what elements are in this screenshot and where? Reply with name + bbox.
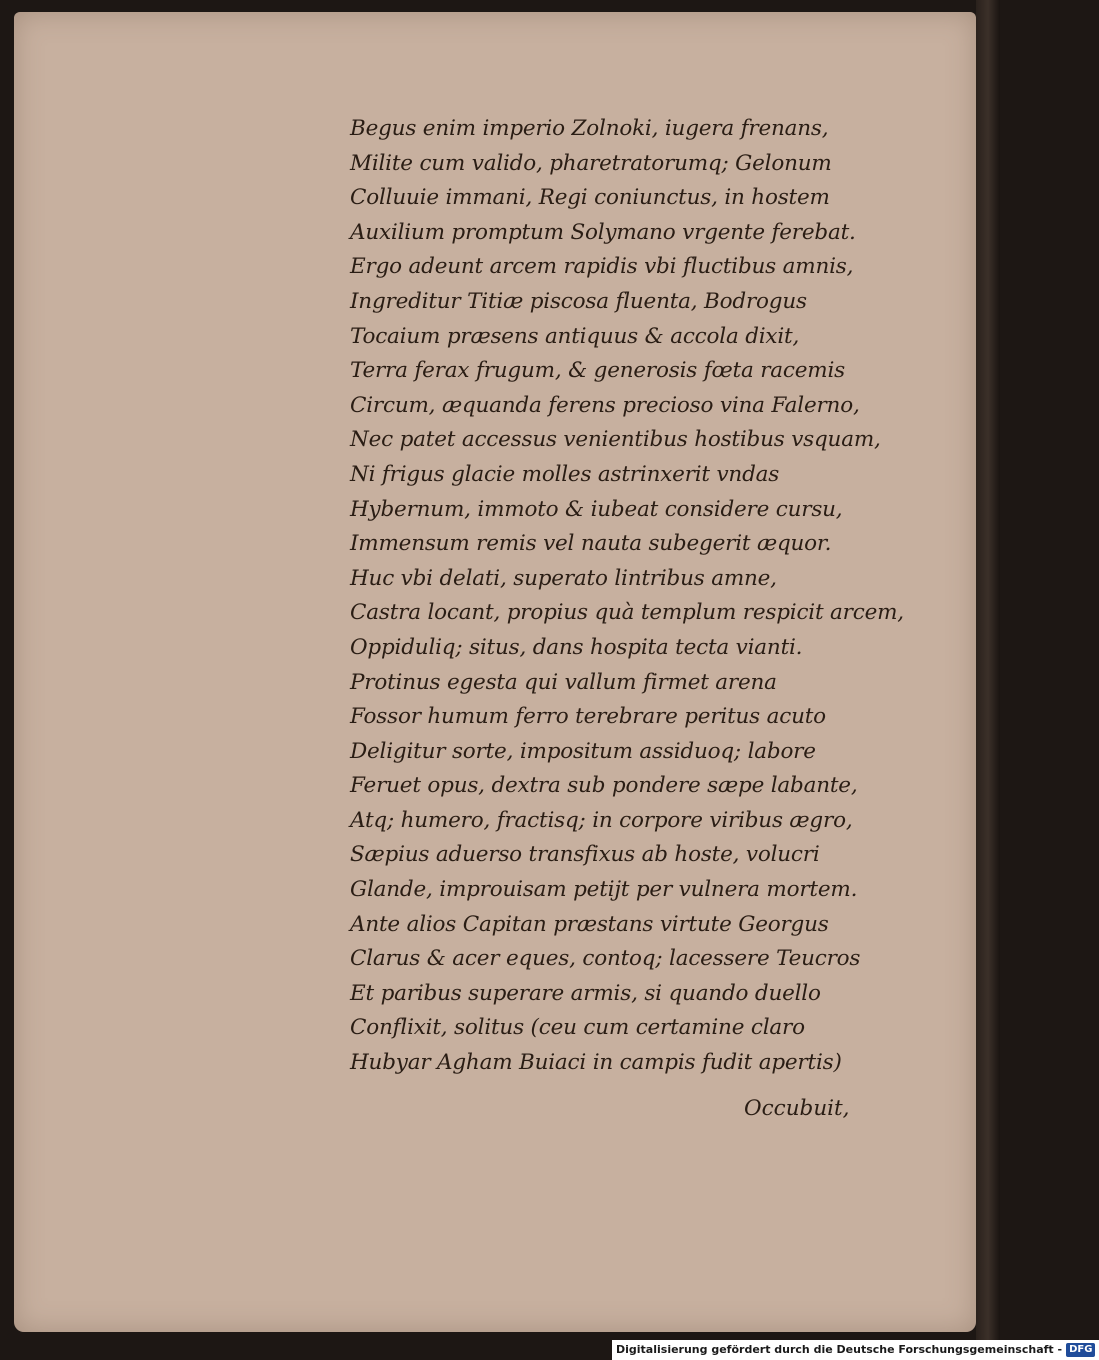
verse-line: Colluuie immani, Regi coniunctus, in hostem — [350, 185, 830, 211]
footer-text: Digitalisierung gefördert durch die Deutsche Forschungsgemeinschaft - — [616, 1343, 1063, 1356]
verse-line: Castra locant, propius quà templum respicit arcem, — [350, 600, 904, 626]
verse-line: Conflixit, solitus (ceu cum certamine claro — [350, 1015, 805, 1041]
verse-line: Ni frigus glacie molles astrinxerit vndas — [350, 461, 780, 487]
verse-line: Terra ferax frugum, & generosis fœta racemis — [350, 358, 845, 384]
verse-line: Tocaium præsens antiquus & accola dixit, — [350, 323, 800, 349]
page-edge-shadow — [976, 0, 1000, 1340]
verse-line: Clarus & acer eques, contoq; lacessere Teucros — [350, 946, 861, 972]
verse-line: Nec patet accessus venientibus hostibus vsquam, — [350, 427, 881, 453]
catchword: Occubuit, — [744, 1096, 850, 1121]
book-page — [14, 12, 976, 1332]
verse-line: Feruet opus, dextra sub pondere sæpe labante, — [350, 773, 858, 799]
verse-line: Begus enim imperio Zolnoki, iugera frenans, — [350, 116, 829, 141]
verse-line: Hubyar Agham Buiaci in campis fudit apertis) — [350, 1050, 842, 1076]
verse-line: Et paribus superare armis, si quando duello — [350, 980, 821, 1006]
verse-line: Immensum remis vel nauta subegerit æquor. — [350, 531, 832, 557]
verse-line: Fossor humum ferro terebrare peritus acuto — [350, 704, 826, 730]
verse-line: Milite cum valido, pharetratorumq; Gelonum — [350, 150, 832, 176]
verse-line: Deligitur sorte, impositum assiduoq; labore — [350, 738, 816, 764]
verse-line: Protinus egesta qui vallum firmet arena — [350, 669, 777, 695]
verse-line: Sæpius aduerso transfixus ab hoste, volucri — [350, 842, 820, 868]
verse-line: Huc vbi delati, superato lintribus amne, — [350, 565, 777, 591]
verse-text — [350, 112, 904, 1081]
verse-line: Hybernum, immoto & iubeat considere cursu, — [350, 496, 843, 522]
funding-footer — [612, 1340, 1099, 1360]
verse-line: Oppiduliq; situs, dans hospita tecta vianti. — [350, 634, 803, 660]
verse-line: Ante alios Capitan præstans virtute Georgus — [350, 911, 829, 937]
verse-line: Auxilium promptum Solymano vrgente ferebat. — [350, 219, 856, 245]
verse-line: Ergo adeunt arcem rapidis vbi fluctibus amnis, — [350, 254, 854, 280]
verse-line: Glande, improuisam petijt per vulnera mortem. — [350, 877, 858, 903]
verse-line: Atq; humero, fractisq; in corpore viribus ægro, — [350, 807, 853, 833]
dfg-logo[interactable]: DFG — [1066, 1343, 1095, 1357]
verse-line: Circum, æquanda ferens precioso vina Falerno, — [350, 392, 860, 418]
verse-line: Ingreditur Titiæ piscosa fluenta, Bodrogus — [350, 288, 807, 314]
